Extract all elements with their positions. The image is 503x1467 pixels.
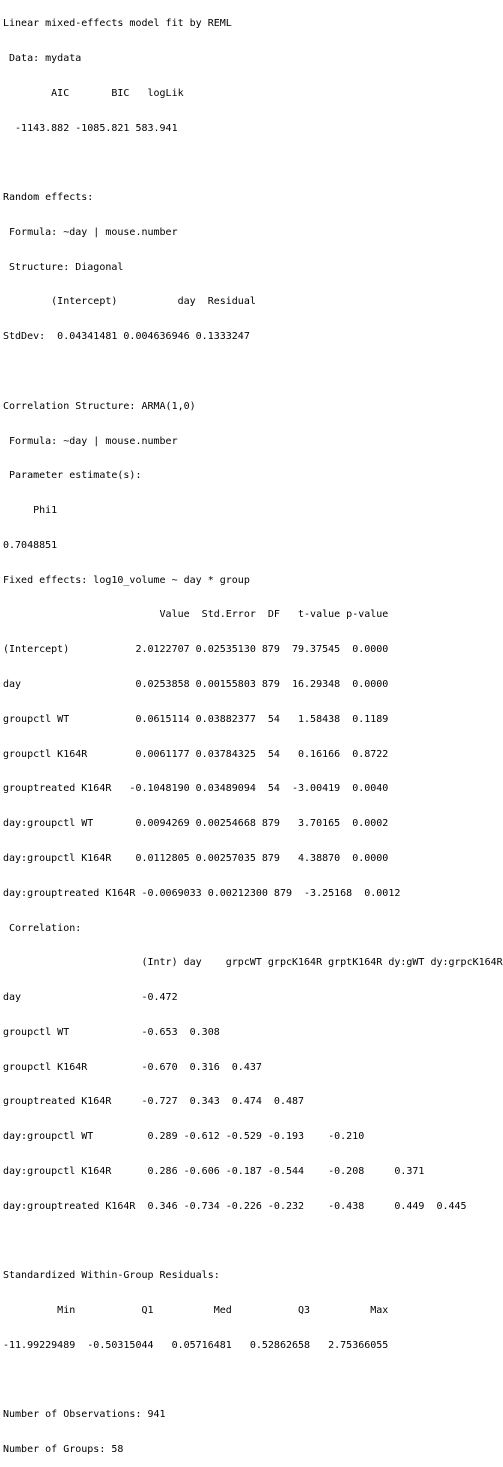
correlation-row: day -0.472 (3, 992, 178, 1004)
r-console-output (3, 0, 503, 1467)
model-title-line: Linear mixed-effects model fit by REML (3, 18, 232, 30)
fixed-effects-row: day:groupctl WT 0.0094269 0.00254668 879 3.70165 0.0002 (3, 818, 389, 830)
fit-criteria-values: -1143.882 -1085.821 583.941 (3, 122, 178, 134)
residuals-values: -11.99229489 -0.50315044 0.05716481 0.52862658 2.75366055 (3, 1339, 389, 1351)
fixed-effects-row: groupctl K164R 0.0061177 0.03784325 54 0.16166 0.8722 (3, 748, 389, 760)
correlation-row: grouptreated K164R -0.727 0.343 0.474 0.487 (3, 1096, 305, 1108)
correlation-heading: Correlation: (3, 922, 82, 934)
correlation-structure-heading: Correlation Structure: ARMA(1,0) (3, 400, 196, 412)
fixed-effects-row: day:grouptreated K164R -0.0069033 0.00212300 879 -3.25168 0.0012 (3, 887, 401, 899)
correlation-row: groupctl K164R -0.670 0.316 0.437 (3, 1061, 262, 1073)
random-effects-structure: Structure: Diagonal (3, 261, 124, 273)
fixed-effects-row: (Intercept) 2.0122707 0.02535130 879 79.37545 0.0000 (3, 644, 389, 656)
data-line: Data: mydata (3, 52, 82, 64)
random-effects-header: (Intercept) day Residual (3, 296, 256, 308)
parameter-estimates-heading: Parameter estimate(s): (3, 470, 142, 482)
fixed-effects-row: day:groupctl K164R 0.0112805 0.00257035 879 4.38870 0.0000 (3, 852, 389, 864)
random-effects-heading: Random effects: (3, 192, 94, 204)
groups-count: Number of Groups: 58 (3, 1444, 124, 1456)
correlation-row: day:grouptreated K164R 0.346 -0.734 -0.226 -0.232 -0.438 0.449 0.445 (3, 1200, 467, 1212)
blank-line (3, 1236, 474, 1248)
phi-header: Phi1 (3, 505, 58, 517)
correlation-row: groupctl WT -0.653 0.308 (3, 1026, 220, 1038)
residuals-heading: Standardized Within-Group Residuals: (3, 1270, 220, 1282)
observations-count: Number of Observations: 941 (3, 1409, 166, 1421)
residuals-header: Min Q1 Med Q3 Max (3, 1305, 389, 1317)
correlation-row: day:groupctl K164R 0.286 -0.606 -0.187 -0.544 -0.208 0.371 (3, 1165, 425, 1177)
phi-value: 0.7048851 (3, 539, 58, 551)
fixed-effects-row: grouptreated K164R -0.1048190 0.03489094 54 -3.00419 0.0040 (3, 783, 389, 795)
blank-line (3, 157, 474, 169)
correlation-header: (Intr) day grpcWT grpcK164R grptK164R dy:gWT dy:grpcK164R (3, 957, 503, 969)
correlation-structure-formula: Formula: ~day | mouse.number (3, 435, 178, 447)
random-effects-formula: Formula: ~day | mouse.number (3, 226, 178, 238)
fixed-effects-heading: Fixed effects: log10_volume ~ day * group (3, 574, 250, 586)
random-effects-stddev: StdDev: 0.04341481 0.004636946 0.1333247 (3, 331, 250, 343)
fixed-effects-row: day 0.0253858 0.00155803 879 16.29348 0.0000 (3, 679, 389, 691)
blank-line (3, 1375, 474, 1387)
correlation-row: day:groupctl WT 0.289 -0.612 -0.529 -0.193 -0.210 (3, 1131, 365, 1143)
fit-criteria-header: AIC BIC logLik (3, 87, 184, 99)
blank-line (3, 366, 474, 378)
fixed-effects-row: groupctl WT 0.0615114 0.03882377 54 1.58438 0.1189 (3, 713, 389, 725)
fixed-effects-header: Value Std.Error DF t-value p-value (3, 609, 389, 621)
